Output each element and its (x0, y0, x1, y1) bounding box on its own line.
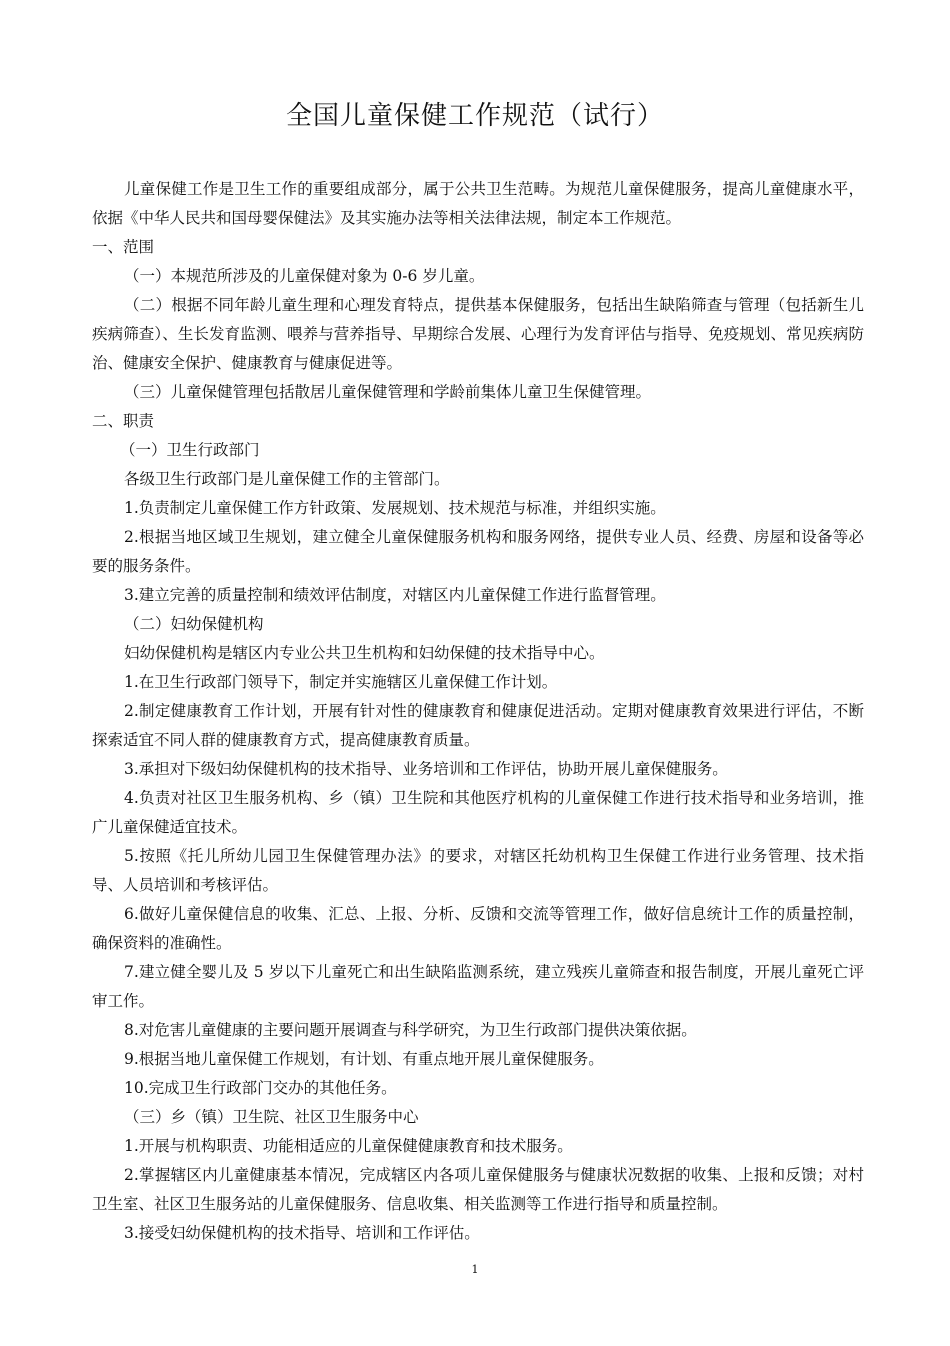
mch-item-4: 4.负责对社区卫生服务机构、乡（镇）卫生院和其他医疗机构的儿童保健工作进行技术指导和业务培训，推广儿童保健适宜技术。 (92, 789, 864, 836)
health-admin-item-2: 2.根据当地区域卫生规划，建立健全儿童保健服务机构和服务网络，提供专业人员、经费、房屋和设备等必要的服务条件。 (92, 528, 864, 575)
document-body (92, 175, 864, 1248)
scope-item-3: （三）儿童保健管理包括散居儿童保健管理和学龄前集体儿童卫生保健管理。 (124, 383, 652, 401)
section-heading-duties: 二、职责 (92, 412, 155, 430)
page-number: 1 (471, 1263, 479, 1276)
mch-item-10: 10.完成卫生行政部门交办的其他任务。 (124, 1079, 397, 1097)
township-item-1: 1.开展与机构职责、功能相适应的儿童保健健康教育和技术服务。 (124, 1137, 573, 1155)
mch-item-8: 8.对危害儿童健康的主要问题开展调查与科学研究，为卫生行政部门提供决策依据。 (124, 1021, 697, 1039)
township-item-2: 2.掌握辖区内儿童健康基本情况，完成辖区内各项儿童保健服务与健康状况数据的收集、上报和反馈；对村卫生室、社区卫生服务站的儿童保健服务、信息收集、相关监测等工作进行指导和质量控制。 (92, 1166, 864, 1213)
intro-paragraph: 儿童保健工作是卫生工作的重要组成部分，属于公共卫生范畴。为规范儿童保健服务，提高儿童健康水平，依据《中华人民共和国母婴保健法》及其实施办法等相关法律法规，制定本工作规范。 (92, 180, 864, 227)
mch-item-7: 7.建立健全婴儿及 5 岁以下儿童死亡和出生缺陷监测系统，建立残疾儿童筛查和报告制度，开展儿童死亡评审工作。 (92, 963, 864, 1010)
mch-item-5: 5.按照《托儿所幼儿园卫生保健管理办法》的要求，对辖区托幼机构卫生保健工作进行业务管理、技术指导、人员培训和考核评估。 (92, 847, 864, 894)
scope-item-1: （一）本规范所涉及的儿童保健对象为 0-6 岁儿童。 (124, 267, 485, 285)
mch-item-2: 2.制定健康教育工作计划，开展有针对性的健康教育和健康促进活动。定期对健康教育效果进行评估，不断探索适宜不同人群的健康教育方式，提高健康教育质量。 (92, 702, 864, 749)
subsection-heading-township-center: （三）乡（镇）卫生院、社区卫生服务中心 (124, 1108, 419, 1126)
health-admin-item-3: 3.建立完善的质量控制和绩效评估制度，对辖区内儿童保健工作进行监督管理。 (124, 586, 666, 604)
mch-item-3: 3.承担对下级妇幼保健机构的技术指导、业务培训和工作评估，协助开展儿童保健服务。 (124, 760, 728, 778)
mch-item-6: 6.做好儿童保健信息的收集、汇总、上报、分析、反馈和交流等管理工作，做好信息统计工作的质量控制，确保资料的准确性。 (92, 905, 864, 952)
scope-item-2: （二）根据不同年龄儿童生理和心理发育特点，提供基本保健服务，包括出生缺陷筛查与管理（包括新生儿疾病筛查）、生长发育监测、喂养与营养指导、早期综合发展、心理行为发育评估与指导、免疫规划、常见疾病防治、健康安全保护、健康教育与健康促进等。 (92, 296, 864, 372)
mch-item-1: 1.在卫生行政部门领导下，制定并实施辖区儿童保健工作计划。 (124, 673, 558, 691)
mch-item-9: 9.根据当地儿童保健工作规划，有计划、有重点地开展儿童保健服务。 (124, 1050, 604, 1068)
subsection-heading-health-admin: （一）卫生行政部门 (120, 441, 260, 459)
document-title: 全国儿童保健工作规范（试行） (285, 101, 664, 131)
health-admin-intro: 各级卫生行政部门是儿童保健工作的主管部门。 (124, 470, 450, 488)
section-heading-scope: 一、范围 (92, 238, 155, 256)
township-item-3: 3.接受妇幼保健机构的技术指导、培训和工作评估。 (124, 1224, 480, 1242)
mch-institution-intro: 妇幼保健机构是辖区内专业公共卫生机构和妇幼保健的技术指导中心。 (124, 644, 605, 662)
health-admin-item-1: 1.负责制定儿童保健工作方针政策、发展规划、技术规范与标准，并组织实施。 (124, 499, 666, 517)
subsection-heading-mch-institution: （二）妇幼保健机构 (124, 615, 264, 633)
